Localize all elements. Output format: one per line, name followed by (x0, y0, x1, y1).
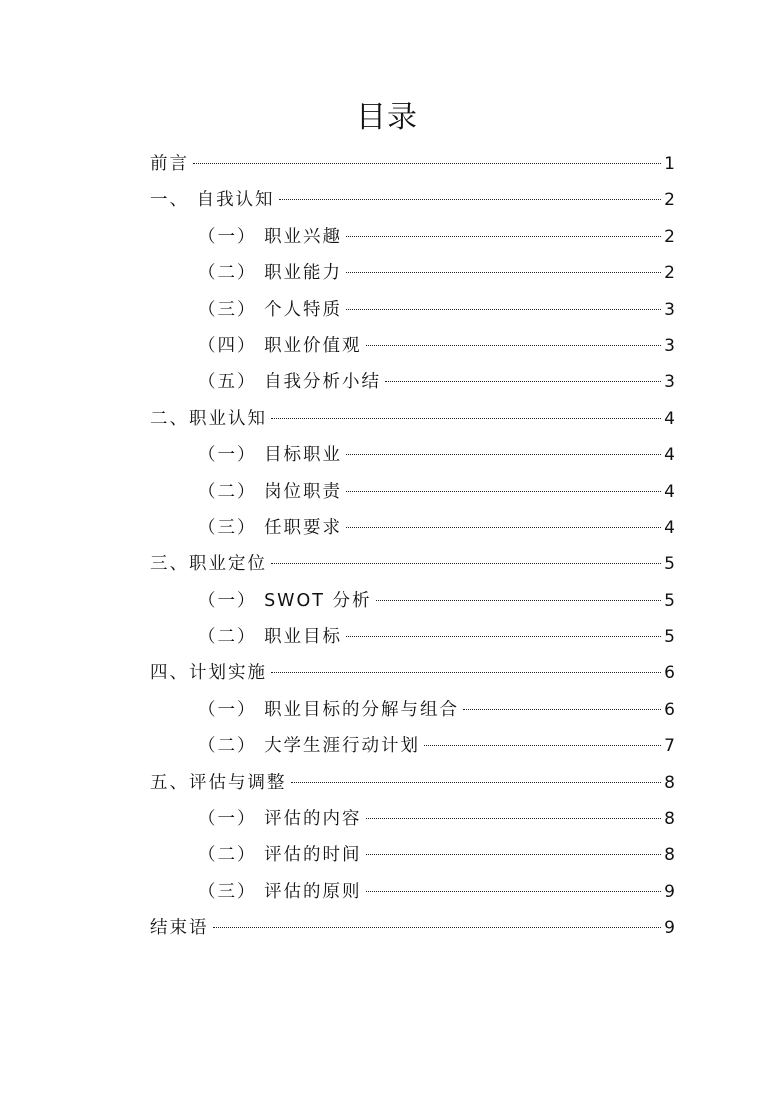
dot-leader (346, 527, 661, 528)
toc-entry-label: （一） SWOT 分析 (198, 590, 372, 611)
toc-entry-label: （三） 任职要求 (198, 517, 343, 538)
toc-entry-page-number: 6 (664, 663, 675, 684)
toc-entry[interactable] (150, 619, 675, 655)
toc-entry-label: （五） 自我分析小结 (198, 372, 382, 393)
toc-entry-page-number: 4 (664, 445, 675, 466)
dot-leader (346, 272, 661, 273)
dot-leader (291, 782, 662, 783)
toc-entry-label: 结束语 (150, 918, 209, 939)
toc-entry-page-number: 5 (664, 590, 675, 611)
toc-entry[interactable] (150, 910, 675, 946)
toc-entry[interactable] (150, 146, 675, 182)
toc-entry-page-number: 9 (664, 918, 675, 939)
toc-entry-page-number: 8 (664, 772, 675, 793)
toc-entry-label: 二、职业认知 (150, 408, 267, 429)
toc-entry[interactable] (150, 510, 675, 546)
page-title: 目录 (356, 100, 418, 135)
dot-leader (346, 636, 661, 637)
dot-leader (213, 927, 662, 928)
dot-leader (376, 600, 662, 601)
dot-leader (346, 236, 661, 237)
toc-entry[interactable] (150, 728, 675, 764)
toc-entry[interactable] (150, 401, 675, 437)
toc-entry-page-number: 5 (664, 627, 675, 648)
toc-entry-label: （二） 职业能力 (198, 263, 343, 284)
toc-entry[interactable] (150, 546, 675, 582)
toc-entry[interactable] (150, 837, 675, 873)
toc-entry-label: （二） 评估的时间 (198, 845, 362, 866)
toc-entry-page-number: 2 (664, 226, 675, 247)
toc-entry-label: （三） 评估的原则 (198, 881, 362, 902)
toc-entry-label: 一、 自我认知 (150, 190, 275, 211)
toc-entry-page-number: 4 (664, 408, 675, 429)
dot-leader (346, 454, 661, 455)
toc-entry-label: （三） 个人特质 (198, 299, 343, 320)
toc-entry-label: （一） 评估的内容 (198, 809, 362, 830)
dot-leader (366, 854, 662, 855)
toc-entry[interactable] (150, 437, 675, 473)
dot-leader (346, 491, 661, 492)
toc-entry-label: 五、评估与调整 (150, 772, 287, 793)
toc-entry[interactable] (150, 874, 675, 910)
toc-entry[interactable] (150, 474, 675, 510)
dot-leader (463, 709, 661, 710)
toc-entry[interactable] (150, 328, 675, 364)
dot-leader (271, 418, 661, 419)
toc-entry-label: （一） 目标职业 (198, 445, 343, 466)
toc-entry[interactable] (150, 801, 675, 837)
dot-leader (366, 345, 662, 346)
toc-entry-page-number: 3 (664, 372, 675, 393)
dot-leader (424, 745, 661, 746)
toc-entry[interactable] (150, 364, 675, 400)
toc-entry-label: 四、计划实施 (150, 663, 267, 684)
toc-entry-label: 三、职业定位 (150, 554, 267, 575)
toc-entry-label: （二） 大学生涯行动计划 (198, 736, 421, 757)
toc-entry[interactable] (150, 583, 675, 619)
toc-entry[interactable] (150, 765, 675, 801)
dot-leader (366, 891, 662, 892)
toc-entry-page-number: 8 (664, 845, 675, 866)
dot-leader (271, 563, 661, 564)
dot-leader (271, 672, 661, 673)
toc-entry-page-number: 8 (664, 809, 675, 830)
toc-entry[interactable] (150, 255, 675, 291)
toc-entry-page-number: 6 (664, 699, 675, 720)
toc-entry[interactable] (150, 219, 675, 255)
toc-entry[interactable] (150, 655, 675, 691)
toc-entry[interactable] (150, 182, 675, 218)
toc-entry-page-number: 4 (664, 517, 675, 538)
toc-entry-page-number: 9 (664, 881, 675, 902)
toc-entry[interactable] (150, 692, 675, 728)
toc-entry-page-number: 1 (664, 154, 675, 174)
toc-entry-label: （四） 职业价值观 (198, 335, 362, 356)
toc-entry-page-number: 5 (664, 554, 675, 575)
toc-entry-page-number: 2 (664, 263, 675, 284)
toc-entry-page-number: 3 (664, 299, 675, 320)
toc-entry-page-number: 3 (664, 335, 675, 356)
toc-entry-page-number: 2 (664, 190, 675, 211)
dot-leader (193, 163, 661, 164)
dot-leader (346, 309, 661, 310)
toc-entry-label: （二） 岗位职责 (198, 481, 343, 502)
toc-entry-page-number: 4 (664, 481, 675, 502)
toc-entry[interactable] (150, 292, 675, 328)
table-of-contents (150, 146, 675, 947)
dot-leader (279, 199, 662, 200)
toc-entry-page-number: 7 (664, 736, 675, 757)
toc-entry-label: （二） 职业目标 (198, 627, 343, 648)
dot-leader (366, 818, 662, 819)
toc-entry-label: （一） 职业兴趣 (198, 226, 343, 247)
dot-leader (385, 381, 661, 382)
toc-entry-label: （一） 职业目标的分解与组合 (198, 699, 460, 720)
toc-entry-label: 前言 (150, 154, 189, 174)
